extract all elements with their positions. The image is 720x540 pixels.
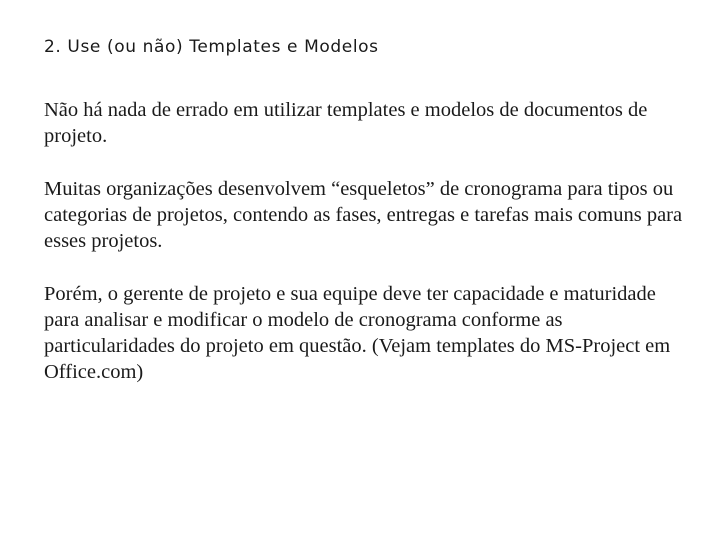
paragraph-manager-capacity: Porém, o gerente de projeto e sua equipe deve ter capacidade e maturidade para analisar e modificar o modelo de cronograma conforme as particularidades do projeto em questão. (Vejam templates do MS-Project em Office.com) — [44, 283, 671, 383]
paragraph-schedule-skeletons: Muitas organizações desenvolvem “esqueletos” de cronograma para tipos ou categorias de projetos, contendo as fases, entregas e tarefas mais comuns para esses projetos. — [44, 178, 683, 252]
slide-title: 2. Use (ou não) Templates e Modelos — [44, 37, 379, 57]
paragraph-templates-ok: Não há nada de errado em utilizar templates e modelos de documentos de projeto. — [44, 99, 648, 147]
slide-body — [44, 97, 684, 412]
